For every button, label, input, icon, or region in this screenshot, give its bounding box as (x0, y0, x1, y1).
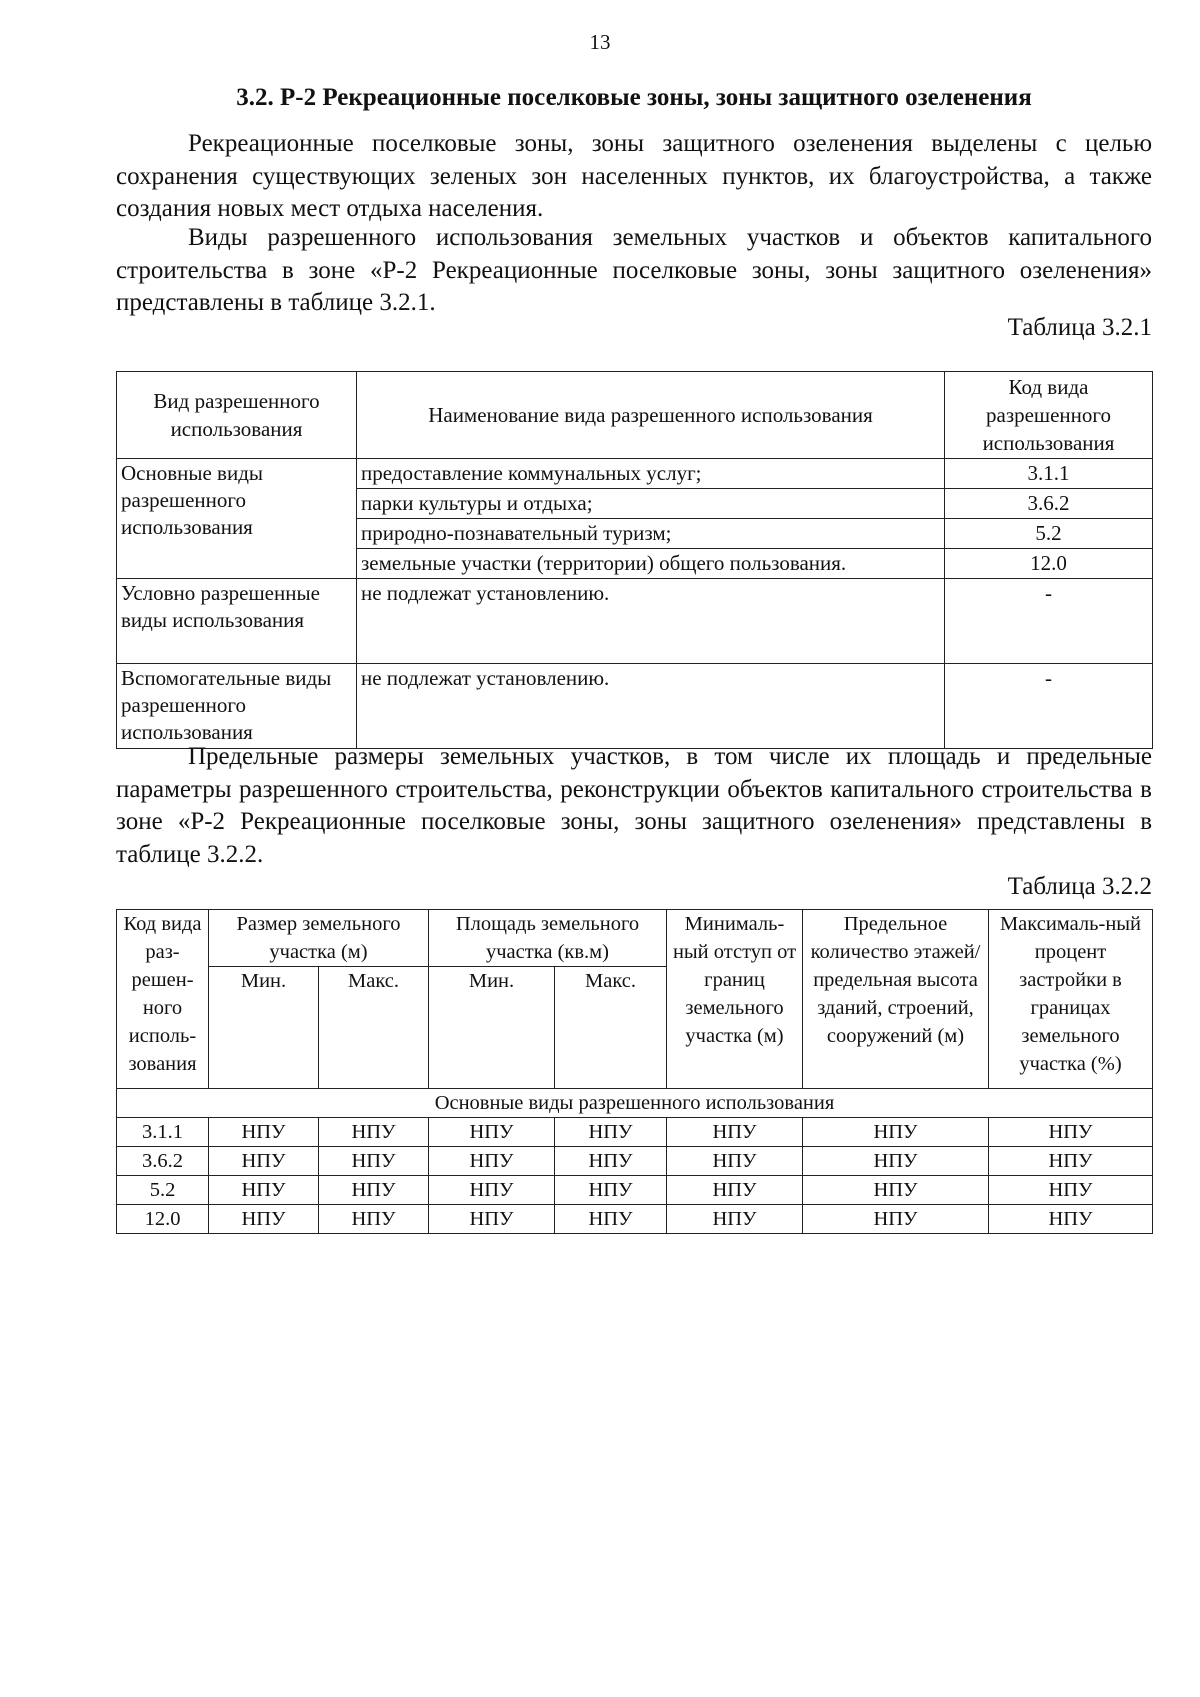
table2-cell-value: НПУ (667, 1205, 803, 1234)
table2-cell-value: НПУ (429, 1205, 555, 1234)
table1-use-code: 5.2 (945, 519, 1153, 549)
table1-use-name: парки культуры и отдыха; (357, 489, 945, 519)
table2-cell-value: НПУ (319, 1205, 429, 1234)
table1-header-use-type: Вид разрешенного использования (117, 372, 357, 459)
table2-cell-value: НПУ (209, 1176, 319, 1205)
table2-cell-value: НПУ (319, 1147, 429, 1176)
table1-use-code: 3.6.2 (945, 489, 1153, 519)
paragraph-table1-ref: Виды разрешенного использования земельных участков и объектов капитального строительства в зоне «Р-2 Рекреационные поселковые зоны, зоны защитного озеленения» представлены в таблице 3.2.1. (116, 224, 1152, 316)
table2-cell-value: НПУ (803, 1205, 989, 1234)
page-number: 13 (589, 30, 611, 54)
table2-cell-value: НПУ (803, 1118, 989, 1147)
table2-header-size-max: Макс. (319, 967, 429, 1089)
table1-main-group: Основные виды разрешенного использования (117, 459, 357, 579)
table2-cell-value: НПУ (803, 1176, 989, 1205)
table2-header-area-max: Макс. (555, 967, 667, 1089)
table2-cell-value: НПУ (667, 1176, 803, 1205)
table2-header-floors: Предельное количество этажей/ предельная высота зданий, строений, сооружений (м) (803, 910, 989, 1089)
table2-cell-value: НПУ (989, 1205, 1153, 1234)
table2-cell-value: НПУ (989, 1176, 1153, 1205)
table1-auxiliary-group: Вспомогательные виды разрешенного использования (117, 664, 357, 749)
table2-header-plot-area: Площадь земельного участка (кв.м) (429, 910, 667, 967)
table2-cell-value: НПУ (209, 1147, 319, 1176)
table2-cell-value: НПУ (429, 1176, 555, 1205)
table2-cell-code: 5.2 (117, 1176, 209, 1205)
paragraph-table2-ref: Предельные размеры земельных участков, в том числе их площадь и предельные параметры разрешенного строительства, реконструкции объектов капитального строительства в зоне «Р-2 Рекреационные поселковые зоны, зоны защитного озеленения» представлены в таблице 3.2.2. (116, 743, 1152, 868)
permitted-use-table (116, 371, 1153, 749)
parameters-table (116, 909, 1153, 1234)
table1-use-code: 12.0 (945, 549, 1153, 579)
table2-header-code: Код вида раз-решен-ного исполь-зования (117, 910, 209, 1089)
table2-cell-value: НПУ (209, 1118, 319, 1147)
table2-cell-value: НПУ (209, 1205, 319, 1234)
table2-caption: Таблица 3.2.2 (1007, 873, 1152, 900)
table2-cell-code: 3.1.1 (117, 1118, 209, 1147)
table1-use-name: предоставление коммунальных услуг; (357, 459, 945, 489)
table1-caption: Таблица 3.2.1 (1007, 314, 1152, 341)
table2-cell-value: НПУ (555, 1205, 667, 1234)
table1-use-code: - (945, 579, 1153, 664)
table1-use-code: - (945, 664, 1153, 749)
table2-header-area-min: Мин. (429, 967, 555, 1089)
table1-use-name: природно-познавательный туризм; (357, 519, 945, 549)
table1-header-use-code: Код вида разрешенного использования (945, 372, 1153, 459)
table2-cell-value: НПУ (555, 1147, 667, 1176)
table2-cell-value: НПУ (319, 1176, 429, 1205)
table2-header-coverage: Максималь-ный процент застройки в границах земельного участка (%) (989, 910, 1153, 1089)
table2-cell-value: НПУ (555, 1118, 667, 1147)
table1-use-name: земельные участки (территории) общего пользования. (357, 549, 945, 579)
paragraph-intro: Рекреационные поселковые зоны, зоны защитного озеленения выделены с целью сохранения существующих зеленых зон населенных пунктов, их благоустройства, а также создания новых мест отдыха населения. (116, 130, 1152, 222)
table2-section-title: Основные виды разрешенного использования (117, 1089, 1153, 1118)
table2-header-plot-size: Размер земельного участка (м) (209, 910, 429, 967)
table-row (117, 1176, 1153, 1205)
table2-cell-code: 12.0 (117, 1205, 209, 1234)
table1-header-use-name: Наименование вида разрешенного использования (357, 372, 945, 459)
table2-cell-code: 3.6.2 (117, 1147, 209, 1176)
table2-section-row (117, 1089, 1153, 1118)
table-row (117, 459, 1153, 489)
table2-cell-value: НПУ (429, 1118, 555, 1147)
table2-cell-value: НПУ (429, 1147, 555, 1176)
table2-header-size-min: Мин. (209, 967, 319, 1089)
table2-cell-value: НПУ (989, 1118, 1153, 1147)
table2-cell-value: НПУ (989, 1147, 1153, 1176)
table-row (117, 664, 1153, 749)
table1-use-code: 3.1.1 (945, 459, 1153, 489)
table1-use-name: не подлежат установлению. (357, 579, 945, 664)
table1-use-name: не подлежат установлению. (357, 664, 945, 749)
section-heading: 3.2. Р-2 Рекреационные поселковые зоны, зоны защитного озеленения (236, 84, 1032, 111)
table2-cell-value: НПУ (319, 1118, 429, 1147)
table-row (117, 1118, 1153, 1147)
table2-cell-value: НПУ (803, 1147, 989, 1176)
table2-cell-value: НПУ (667, 1118, 803, 1147)
table-row (117, 1147, 1153, 1176)
table-row (117, 1205, 1153, 1234)
table2-header-setback: Минималь-ный отступ от границ земельного участка (м) (667, 910, 803, 1089)
table-row (117, 579, 1153, 664)
table2-cell-value: НПУ (667, 1147, 803, 1176)
table2-cell-value: НПУ (555, 1176, 667, 1205)
table1-conditional-group: Условно разрешенные виды использования (117, 579, 357, 664)
